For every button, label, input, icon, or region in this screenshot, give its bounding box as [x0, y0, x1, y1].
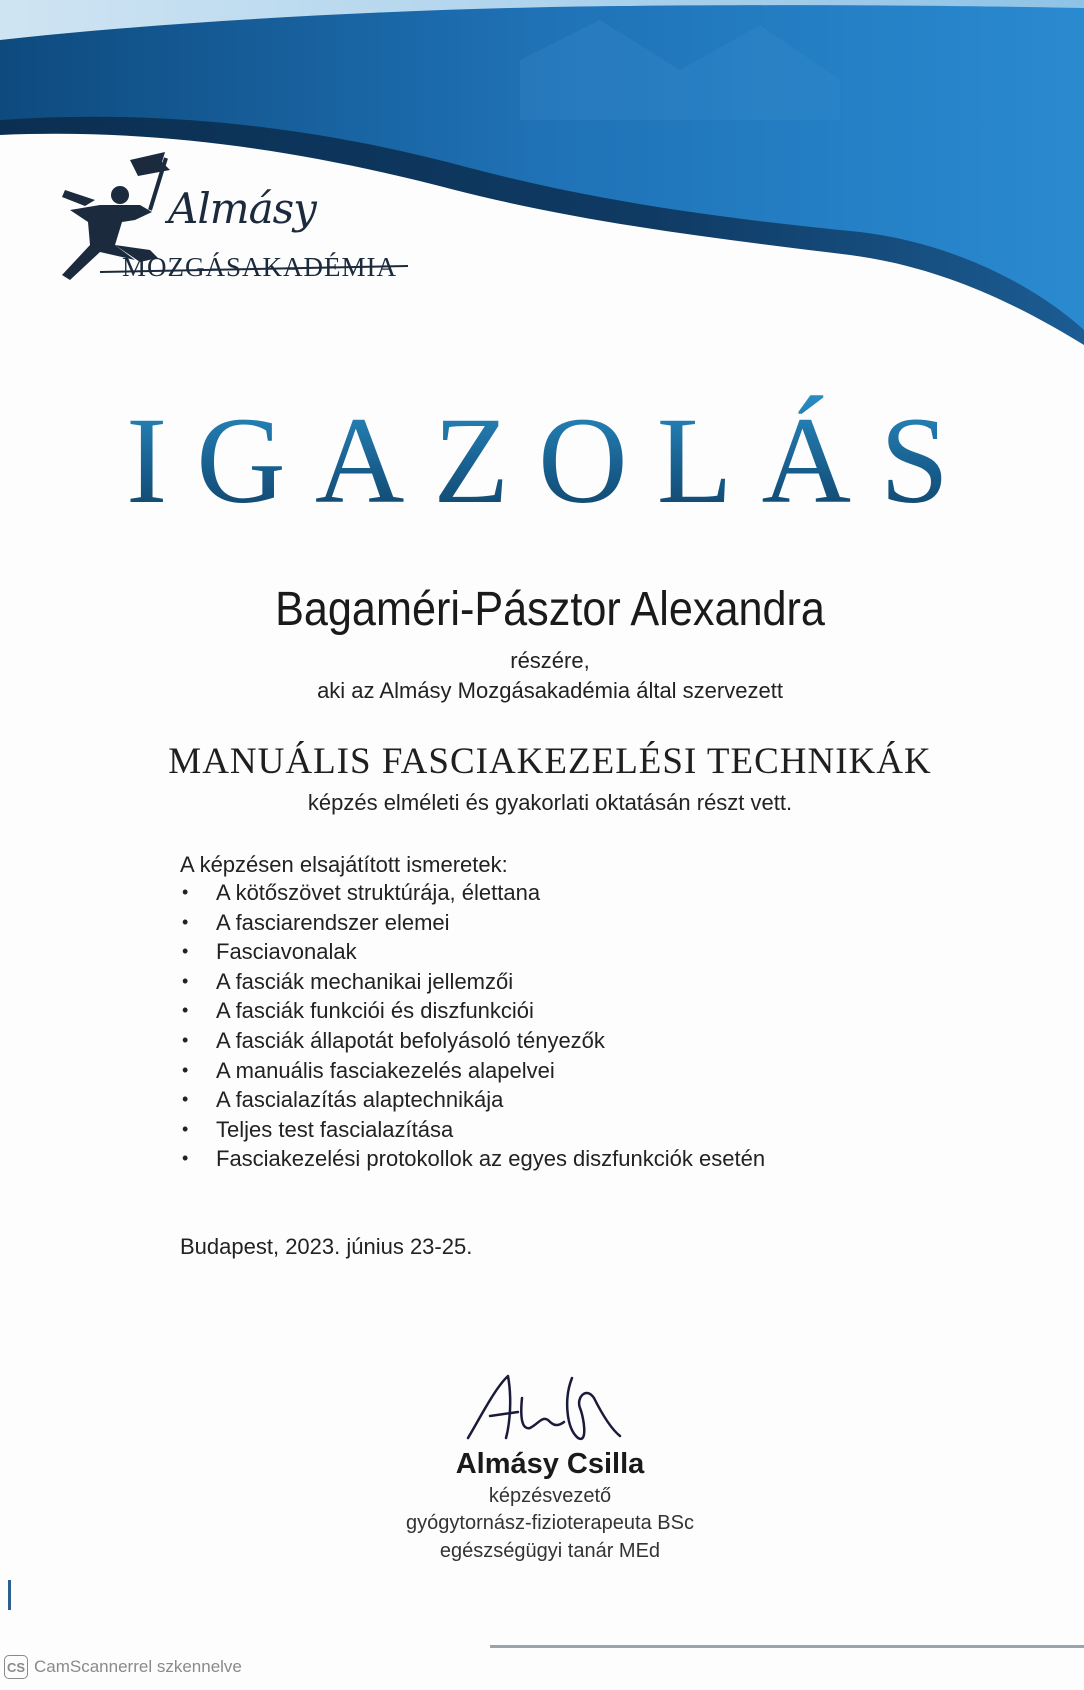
recipient-name: Bagaméri-Pásztor Alexandra	[275, 583, 825, 636]
signatory-role-3: egészségügyi tanár MEd	[439, 1540, 661, 1562]
signatory-name: Almásy Csilla	[455, 1448, 645, 1480]
scanner-watermark	[4, 1654, 242, 1680]
list-item: • Fasciavonalak	[180, 937, 765, 967]
recipient-line-2: aki az Almásy Mozgásakadémia által szervezett	[317, 678, 783, 703]
knowledge-list	[180, 878, 765, 1174]
place-and-date: Budapest, 2023. június 23-25.	[180, 1234, 473, 1259]
signatory-role-1: képzésvezető	[488, 1485, 612, 1507]
logo-script-text: Almásy	[168, 184, 316, 233]
handwritten-signature	[460, 1368, 630, 1458]
course-description: képzés elméleti és gyakorlati oktatásán részt vett.	[307, 790, 793, 815]
list-item: • A fasciák állapotát befolyásoló tényezők	[180, 1026, 765, 1056]
signatory-role-2: gyógytornász-fizioterapeuta BSc	[406, 1512, 694, 1534]
list-item: • A fasciarendszer elemei	[180, 908, 765, 938]
list-item: • Teljes test fascialazítása	[180, 1115, 765, 1145]
scan-edge-mark	[8, 1580, 11, 1610]
camscanner-logo-icon: CS	[4, 1655, 28, 1679]
list-item: • A kötőszövet struktúrája, élettana	[180, 878, 765, 908]
list-item: • A fasciák funkciói és diszfunkciói	[180, 996, 765, 1026]
watermark-text: CamScannerrel szkennelve	[34, 1657, 242, 1676]
document-title: IGAZOLÁS	[0, 393, 1084, 529]
course-name: MANUÁLIS FASCIAKEZELÉSI TECHNIKÁK	[168, 741, 932, 782]
list-item: • A fascialazítás alaptechnikája	[180, 1085, 765, 1115]
list-item: • A fasciák mechanikai jellemzői	[180, 967, 765, 997]
list-item: • A manuális fasciakezelés alapelvei	[180, 1056, 765, 1086]
list-item: • Fasciakezelési protokollok az egyes diszfunkciók esetén	[180, 1144, 765, 1174]
bottom-edge-line	[490, 1645, 1084, 1648]
logo-subtitle: MOZGÁSAKADÉMIA	[122, 252, 397, 282]
knowledge-heading: A képzésen elsajátított ismeretek:	[180, 852, 508, 877]
recipient-line-1: részére,	[510, 648, 590, 673]
